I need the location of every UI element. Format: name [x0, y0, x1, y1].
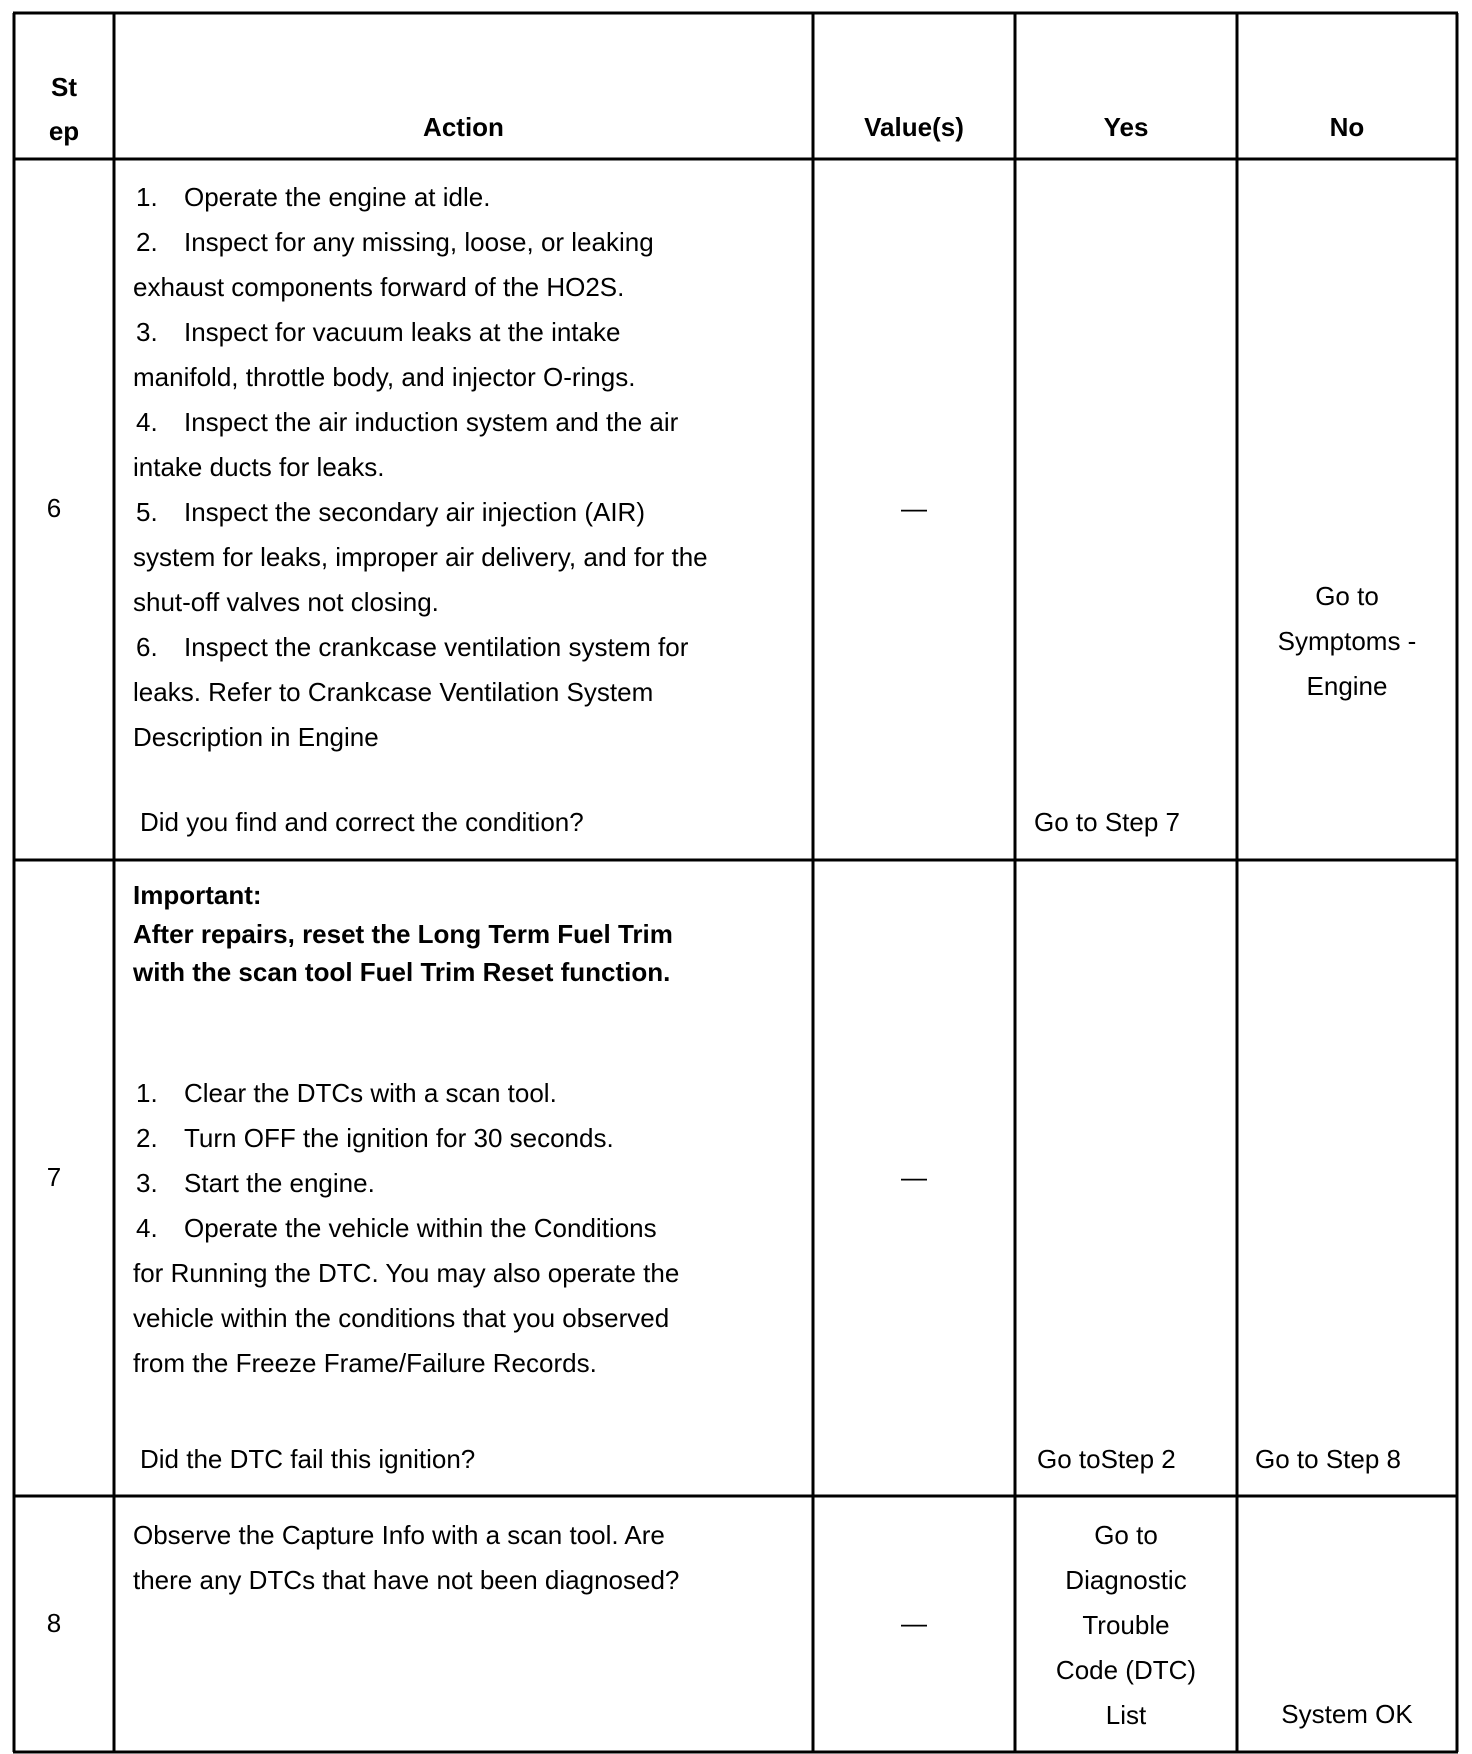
yes-result-line: Code (DTC) — [1055, 1655, 1197, 1685]
list-item: 4. Inspect the air induction system and the air — [136, 407, 679, 437]
header-step — [14, 65, 114, 153]
header-yes: Yes — [1103, 112, 1149, 142]
yes-result: Go to Step 7 — [1034, 807, 1180, 837]
list-item: 2. Turn OFF the ignition for 30 seconds. — [136, 1123, 614, 1153]
list-item: manifold, throttle body, and injector O-rings. — [133, 362, 636, 392]
step-number: 6 — [46, 493, 62, 523]
yes-result: Go toStep 2 — [1037, 1444, 1176, 1474]
important-line: After repairs, reset the Long Term Fuel Trim — [133, 918, 673, 949]
yes-result-line: Trouble — [1082, 1610, 1170, 1640]
step-number: 8 — [46, 1608, 62, 1638]
important-title: Important: — [133, 880, 262, 910]
list-item: 6. Inspect the crankcase ventilation system for — [136, 632, 689, 662]
list-item: from the Freeze Frame/Failure Records. — [133, 1348, 597, 1378]
step-number: 7 — [46, 1162, 62, 1192]
list-item: vehicle within the conditions that you observed — [133, 1303, 670, 1333]
list-item: 5. Inspect the secondary air injection (AIR) — [136, 497, 645, 527]
list-item: system for leaks, improper air delivery, and for the — [133, 542, 708, 572]
action-list — [133, 175, 803, 760]
question: Did you find and correct the condition? — [140, 807, 584, 837]
action-line: there any DTCs that have not been diagnosed? — [133, 1565, 680, 1595]
action-text — [133, 1513, 803, 1603]
list-item: leaks. Refer to Crankcase Ventilation System — [133, 677, 654, 707]
header-step-line2: ep — [48, 116, 80, 146]
yes-result-line: Go to — [1094, 1520, 1158, 1550]
yes-result — [1015, 1513, 1237, 1738]
list-item: 3. Start the engine. — [136, 1168, 375, 1198]
value-dash: — — [901, 1162, 927, 1192]
list-item: 1. Operate the engine at idle. — [136, 182, 491, 212]
header-step-line1: St — [51, 72, 77, 102]
list-item: for Running the DTC. You may also operate the — [133, 1258, 680, 1288]
important-note — [133, 876, 803, 992]
list-item: 3. Inspect for vacuum leaks at the intake — [136, 317, 621, 347]
no-result: Go to Step 8 — [1255, 1444, 1401, 1474]
no-result-line: Go to — [1315, 581, 1379, 611]
value-dash: — — [901, 493, 927, 523]
question: Did the DTC fail this ignition? — [140, 1444, 476, 1474]
header-no: No — [1329, 112, 1365, 142]
no-result — [1237, 574, 1457, 709]
header-values: Value(s) — [864, 112, 964, 142]
action-line: Observe the Capture Info with a scan tool. Are — [133, 1520, 665, 1550]
list-item: 4. Operate the vehicle within the Conditions — [136, 1213, 657, 1243]
list-item: 1. Clear the DTCs with a scan tool. — [136, 1078, 557, 1108]
yes-result-line: Diagnostic — [1065, 1565, 1187, 1595]
yes-result-line: List — [1105, 1700, 1147, 1730]
list-item: 2. Inspect for any missing, loose, or leaking — [136, 227, 654, 257]
list-item: Description in Engine — [133, 722, 379, 752]
no-result: System OK — [1281, 1699, 1413, 1729]
action-list — [133, 1071, 803, 1386]
value-dash: — — [901, 1608, 927, 1638]
header-action: Action — [423, 112, 504, 142]
list-item: intake ducts for leaks. — [133, 452, 385, 482]
list-item: exhaust components forward of the HO2S. — [133, 272, 625, 302]
no-result-line: Engine — [1306, 671, 1388, 701]
important-line: with the scan tool Fuel Trim Reset function. — [133, 957, 671, 987]
no-result-line: Symptoms - — [1277, 626, 1417, 656]
list-item: shut-off valves not closing. — [133, 587, 439, 617]
